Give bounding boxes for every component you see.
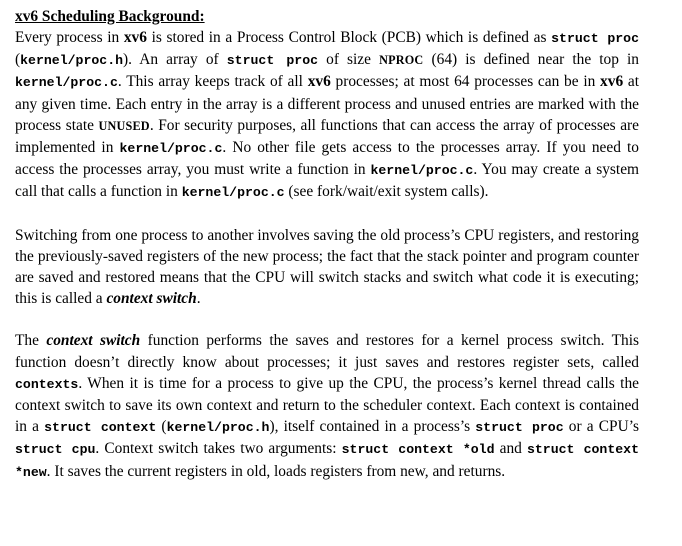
constant-term: NPROC <box>379 53 424 68</box>
code-term: kernel/proc.c <box>370 163 474 179</box>
text-run: . When it is time for a process to give up the CPU, the process’s kernel thread calls the context switch to save its own context and return to the scheduler context. Each context is contained in a <box>15 374 639 436</box>
text-run: (64) is defined near the top in <box>423 51 639 69</box>
text-run: . For security purposes, all functions that can access the array of processes are implemented in <box>15 116 639 157</box>
text-run: (see fork/wait/exit system calls). <box>284 183 489 201</box>
text-run: . <box>196 290 201 308</box>
text-run: Every process in <box>15 29 124 46</box>
constant-term: UNUSED <box>98 118 150 133</box>
paragraph-context-switch <box>15 330 639 482</box>
text-run: or a CPU’s <box>563 418 639 436</box>
text-run: . Context switch takes two arguments: <box>95 440 342 458</box>
code-term: contexts <box>15 376 79 392</box>
text-run: and <box>494 440 527 458</box>
os-name-term: xv6 <box>600 73 624 91</box>
section-title: xv6 Scheduling Background: <box>15 8 205 25</box>
os-name-term: xv6 <box>307 73 331 91</box>
emphasis-term: context switch <box>106 290 197 308</box>
code-term: kernel/proc.h <box>20 53 124 69</box>
code-term: kernel/proc.h <box>166 420 270 436</box>
code-term: kernel/proc.c <box>119 141 223 157</box>
code-term: struct proc <box>551 31 639 46</box>
text-run: . No other file gets access to the processes array. If you need to access the processes array, you must write a function in <box>15 139 639 179</box>
code-term: struct proc <box>226 53 319 69</box>
document-page <box>15 7 639 483</box>
text-run: . This array keeps track of all <box>117 73 308 91</box>
text-run: of size <box>318 51 380 69</box>
paragraph-switching <box>15 225 639 310</box>
paragraph-spacer <box>15 309 639 330</box>
code-term: struct context *old <box>341 442 495 458</box>
text-run: Switching from one process to another involves saving the old process’s CPU registers, and restoring the previously-saved registers of the new process; the fact that the stack pointer and program counter are saved and restored means that the CPU will switch stacks and switch what code it is executing; this is called a <box>15 226 639 308</box>
text-run: function performs the saves and restores for a kernel process switch. This function doesn’t directly know about processes; it just saves and restores register sets, called <box>15 332 640 371</box>
code-term: struct context *new <box>15 442 640 480</box>
code-term: kernel/proc.c <box>181 185 285 201</box>
code-term: struct context <box>44 420 157 436</box>
code-term: struct cpu <box>15 442 96 458</box>
paragraph-pcb-background <box>15 27 639 204</box>
text-run: ( <box>156 418 167 436</box>
code-term: struct proc <box>475 420 564 436</box>
os-name-term: xv6 <box>123 29 147 46</box>
text-run: ), itself contained in a process’s <box>269 418 476 436</box>
text-run: ). An array of <box>123 51 227 69</box>
emphasis-term: context switch <box>46 332 141 350</box>
paragraph-spacer <box>15 204 639 225</box>
text-run: processes; at most 64 processes can be in <box>330 73 601 91</box>
text-run: . You may create a system call that calls a function in <box>15 161 639 201</box>
text-run: The <box>15 332 47 350</box>
text-run: is stored in a Process Control Block (PCB) which is defined as <box>146 29 552 46</box>
text-run: . It saves the current registers in old, loads registers from new, and returns. <box>46 462 506 480</box>
code-term: kernel/proc.c <box>15 75 118 91</box>
text-run: at any given time. Each entry in the array is a different process and unused entries are marked with the process state <box>15 73 639 134</box>
text-run: ( <box>15 51 21 69</box>
